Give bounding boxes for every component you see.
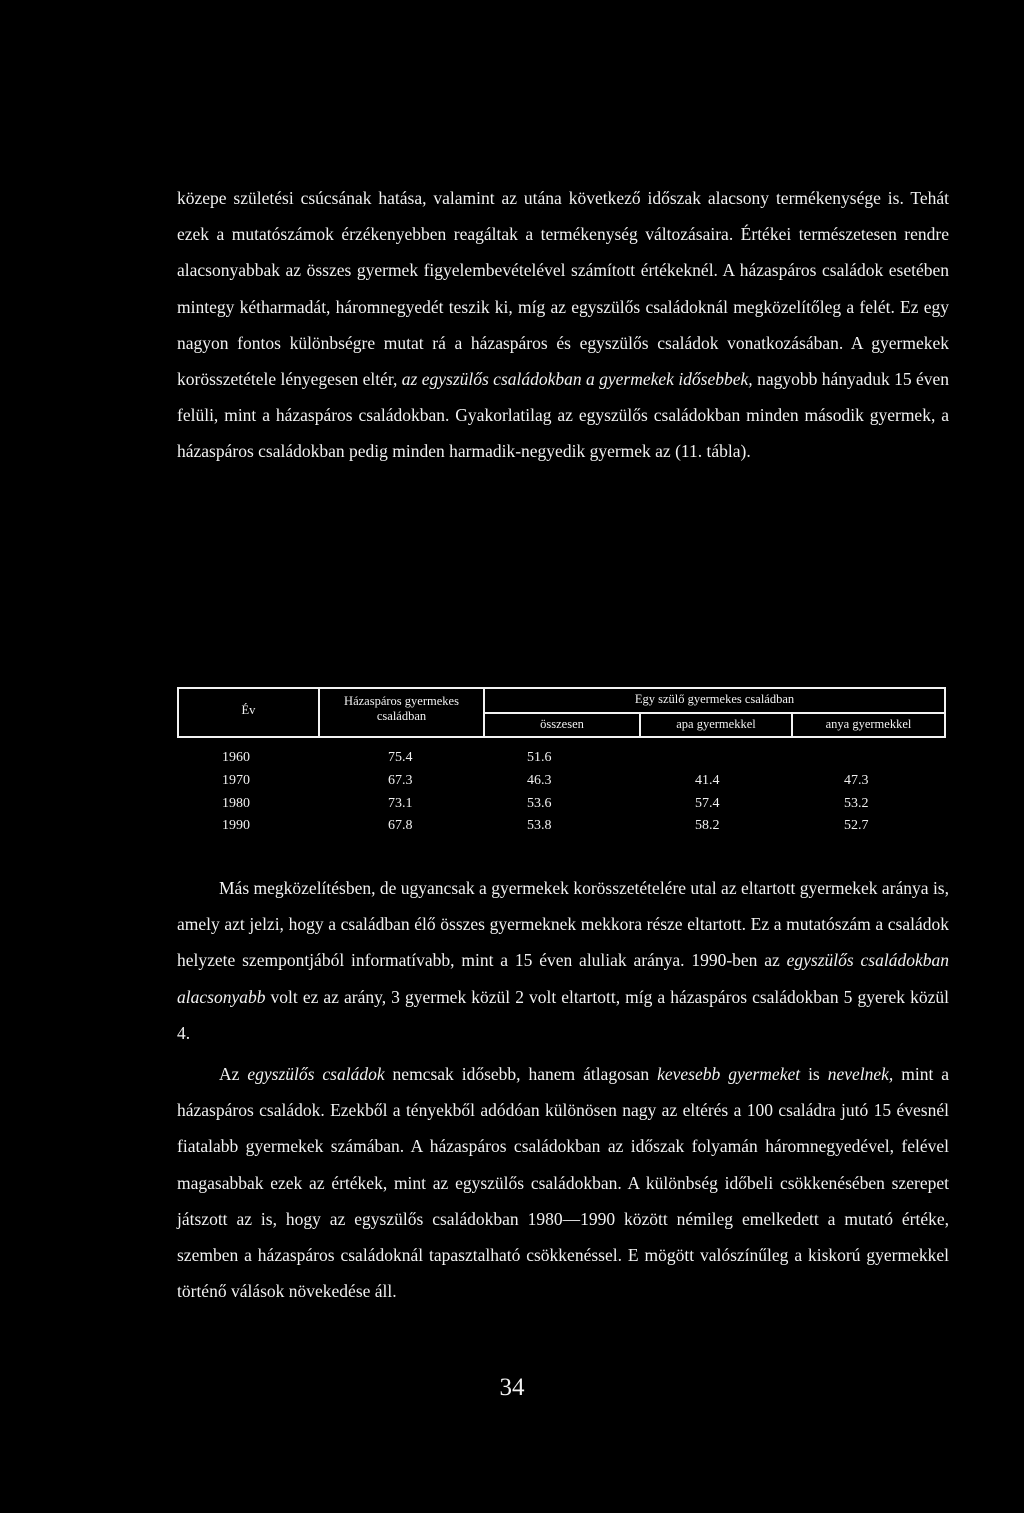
paragraph-3-italic-3: nevelnek, bbox=[827, 1064, 894, 1084]
cell-year: 1960 bbox=[222, 750, 250, 765]
paragraph-3-italic-1: egyszülős családok bbox=[247, 1064, 385, 1084]
cell-year: 1970 bbox=[222, 773, 250, 788]
header-mother: anya gyermekkel bbox=[825, 717, 912, 731]
cell-year: 1980 bbox=[222, 796, 250, 811]
table-header bbox=[177, 687, 946, 738]
cell-couple: 75.4 bbox=[388, 750, 413, 765]
cell-total: 51.6 bbox=[527, 750, 552, 765]
header-year: Év bbox=[241, 703, 256, 717]
page-number: 34 bbox=[499, 1374, 525, 1401]
cell-mother: 52.7 bbox=[844, 818, 869, 833]
cell-total: 46.3 bbox=[527, 773, 552, 788]
paragraph-2-text-after: volt ez az arány, 3 gyermek közül 2 volt eltartott, míg a házaspáros családokban 5 gyerek közül 4. bbox=[177, 986, 949, 1043]
paragraph-3-text-2: nemcsak idősebb, hanem átlagosan bbox=[392, 1064, 650, 1084]
cell-father: 57.4 bbox=[695, 796, 720, 811]
paragraph-3 bbox=[177, 1056, 949, 1309]
cell-couple: 73.1 bbox=[388, 796, 413, 811]
paragraph-1 bbox=[177, 180, 949, 470]
header-single-parent: Egy szülő gyermekes családban bbox=[634, 692, 795, 706]
table-divider bbox=[483, 712, 944, 714]
header-couple: Házaspáros gyermekes családban bbox=[344, 694, 459, 723]
cell-total: 53.6 bbox=[527, 796, 552, 811]
paragraph-3-italic-2: kevesebb gyermeket bbox=[657, 1064, 801, 1084]
table-row bbox=[177, 771, 946, 791]
cell-father: 41.4 bbox=[695, 773, 720, 788]
cell-mother: 47.3 bbox=[844, 773, 869, 788]
table-row bbox=[177, 748, 946, 768]
paragraph-3-text-3: is bbox=[808, 1064, 820, 1084]
table-row bbox=[177, 816, 946, 836]
paragraph-2-italic: egyszülős családokban alacsonyabb bbox=[177, 950, 949, 1007]
paragraph-3-text: Az bbox=[219, 1064, 240, 1084]
paragraph-3-text-4: mint a házaspáros családok. Ezekből a tényekből adódóan különösen nagy az eltérés a 100 családra jutó 15 évesnél fiatalabb gyermekek számában. A házaspáros családokban az időszak folyamán háromnegyedével, felével magasabbak ezek az értékek, mint az egyszülős családokban. A különbség időbeli csökkenésében szerepet játszott az is, hogy az egyszülős családokban 1980—1990 között némileg emelkedett a mutató értéke, szemben a házaspáros családoknál tapasztalható csökkenéssel. E mögött valószínűleg a kiskorú gyermekkel történő válások növekedése áll. bbox=[177, 1064, 950, 1302]
paragraph-1-text: közepe születési csúcsának hatása, valamint az utána következő időszak alacsony termékenysége is. Tehát ezek a mutatószámok érzékenyebben reagáltak a termékenység változásaira. Értékei természetesen rendre alacsonyabbak az összes gyermek figyelembevételével számított értékeknél. A házaspáros családok esetében mintegy kétharmadát, háromnegyedét teszik ki, míg az egyszülős családoknál megközelítőleg a felét. Ez egy nagyon fontos különbségre mutat rá a házaspáros és egyszülős családok vonatkozásában. A gyermekek korösszetétele lényegesen eltér, bbox=[177, 188, 949, 390]
paragraph-1-text-after: nagyobb hányaduk 15 éven felüli, mint a házaspáros családokban. Gyakorlatilag az egyszülős családokban minden második gyermek, a házaspáros családokban pedig minden harmadik-negyedik gyermek az (11. tábla). bbox=[177, 369, 950, 462]
header-father: apa gyermekkel bbox=[676, 717, 756, 731]
cell-couple: 67.8 bbox=[388, 818, 413, 833]
cell-father: 58.2 bbox=[695, 818, 720, 833]
table-row bbox=[177, 794, 946, 814]
paragraph-2-text: Más megközelítésben, de ugyancsak a gyermekek korösszetételére utal az eltartott gyermekek aránya is, amely azt jelzi, hogy a családban élő összes gyermeknek mekkora része eltartott. Ez a mutatószám a családok helyzete szempontjából informatívabb, mint a 15 éven aluliak aránya. 1990-ben az bbox=[177, 878, 949, 971]
cell-year: 1990 bbox=[222, 818, 250, 833]
header-total: összesen bbox=[540, 717, 584, 731]
cell-mother: 53.2 bbox=[844, 796, 869, 811]
cell-couple: 67.3 bbox=[388, 773, 413, 788]
paragraph-1-italic: az egyszülős családokban a gyermekek idősebbek, bbox=[401, 369, 753, 390]
cell-total: 53.8 bbox=[527, 818, 552, 833]
paragraph-2 bbox=[177, 870, 949, 1051]
